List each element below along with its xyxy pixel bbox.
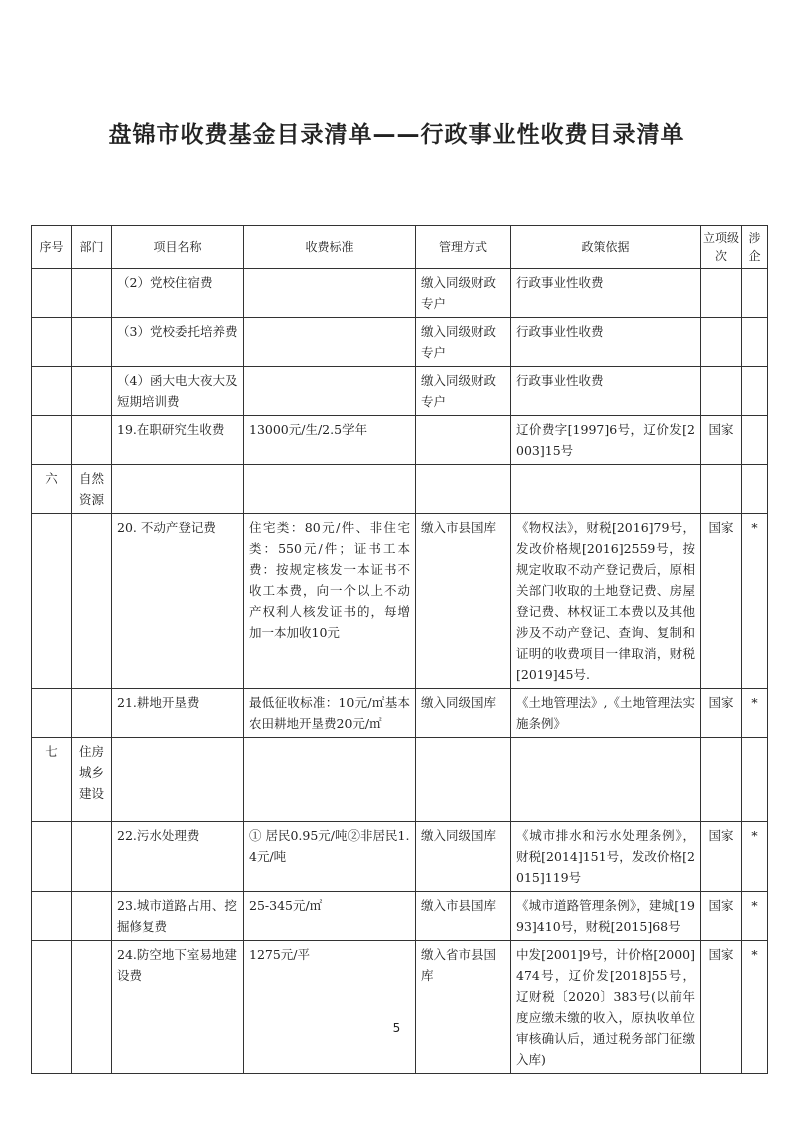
cell-enterprise <box>742 416 768 465</box>
cell-item <box>112 738 244 822</box>
table-row <box>32 367 768 416</box>
cell-enterprise <box>742 465 768 514</box>
cell-management: 缴入同级财政专户 <box>416 367 511 416</box>
table-row <box>32 318 768 367</box>
header-basis: 政策依据 <box>511 226 701 269</box>
cell-basis: 行政事业性收费 <box>511 367 701 416</box>
header-level: 立项级次 <box>701 226 742 269</box>
table-row <box>32 416 768 465</box>
cell-seq <box>32 514 72 689</box>
cell-dept <box>72 367 112 416</box>
cell-seq <box>32 269 72 318</box>
table-row <box>32 822 768 892</box>
cell-basis <box>511 738 701 822</box>
cell-item: 20. 不动产登记费 <box>112 514 244 689</box>
cell-dept <box>72 514 112 689</box>
cell-level <box>701 269 742 318</box>
cell-management: 缴入省市县国库 <box>416 941 511 1074</box>
cell-seq: 七 <box>32 738 72 822</box>
cell-dept <box>72 822 112 892</box>
cell-management: 缴入同级国库 <box>416 689 511 738</box>
cell-dept <box>72 941 112 1074</box>
section-row <box>32 738 768 822</box>
cell-dept: 住房城乡建设 <box>72 738 112 822</box>
cell-level: 国家 <box>701 416 742 465</box>
cell-level: 国家 <box>701 892 742 941</box>
header-standard: 收费标准 <box>244 226 416 269</box>
cell-item: 19.在职研究生收费 <box>112 416 244 465</box>
cell-dept <box>72 416 112 465</box>
cell-dept <box>72 689 112 738</box>
cell-level <box>701 465 742 514</box>
cell-standard: 1275元/平 <box>244 941 416 1074</box>
cell-enterprise <box>742 738 768 822</box>
cell-dept <box>72 318 112 367</box>
cell-standard <box>244 465 416 514</box>
cell-basis: 行政事业性收费 <box>511 269 701 318</box>
cell-dept <box>72 892 112 941</box>
cell-standard: 住宅类：80元/件、非住宅类：550元/件；证书工本费：按规定核发一本证书不收工本费，向一个以上不动产权利人核发证书的，每增加一本加收10元 <box>244 514 416 689</box>
section-row <box>32 465 768 514</box>
cell-level: 国家 <box>701 822 742 892</box>
cell-management <box>416 416 511 465</box>
cell-basis: 中发[2001]9号，计价格[2000]474号，辽价发[2018]55号，辽财税〔2020〕383号(以前年度应缴未缴的收入，原执收单位审核确认后，通过税务部门征缴入库) <box>511 941 701 1074</box>
header-dept: 部门 <box>72 226 112 269</box>
cell-enterprise: * <box>742 892 768 941</box>
cell-level: 国家 <box>701 941 742 1074</box>
cell-item: 23.城市道路占用、挖掘修复费 <box>112 892 244 941</box>
cell-standard: ① 居民0.95元/吨②非居民1.4元/吨 <box>244 822 416 892</box>
cell-basis: 辽价费字[1997]6号，辽价发[2003]15号 <box>511 416 701 465</box>
cell-seq <box>32 367 72 416</box>
cell-standard <box>244 738 416 822</box>
header-seq: 序号 <box>32 226 72 269</box>
cell-standard <box>244 318 416 367</box>
cell-enterprise: * <box>742 822 768 892</box>
cell-level <box>701 367 742 416</box>
cell-standard: 13000元/生/2.5学年 <box>244 416 416 465</box>
header-management: 管理方式 <box>416 226 511 269</box>
cell-management: 缴入同级国库 <box>416 822 511 892</box>
cell-enterprise <box>742 318 768 367</box>
table-row <box>32 514 768 689</box>
cell-dept: 自然资源 <box>72 465 112 514</box>
table-row <box>32 269 768 318</box>
cell-item: （2）党校住宿费 <box>112 269 244 318</box>
cell-basis: 《物权法》，财税[2016]79号，发改价格规[2016]2559号，按规定收取不动产登记费后，原相关部门收取的土地登记费、房屋登记费、林权证工本费以及其他涉及不动产登记、查询、复制和证明的收费项目一律取消，财税[2019]45号. <box>511 514 701 689</box>
cell-enterprise <box>742 269 768 318</box>
cell-dept <box>72 269 112 318</box>
cell-level: 国家 <box>701 514 742 689</box>
cell-basis: 行政事业性收费 <box>511 318 701 367</box>
cell-basis <box>511 465 701 514</box>
cell-seq <box>32 822 72 892</box>
cell-seq <box>32 941 72 1074</box>
cell-level: 国家 <box>701 689 742 738</box>
cell-enterprise: * <box>742 941 768 1074</box>
cell-standard <box>244 367 416 416</box>
cell-level <box>701 738 742 822</box>
cell-management: 缴入市县国库 <box>416 514 511 689</box>
cell-management: 缴入同级财政专户 <box>416 318 511 367</box>
cell-management: 缴入同级财政专户 <box>416 269 511 318</box>
cell-seq <box>32 689 72 738</box>
cell-level <box>701 318 742 367</box>
cell-seq <box>32 416 72 465</box>
cell-item: （3）党校委托培养费 <box>112 318 244 367</box>
cell-basis: 《城市排水和污水处理条例》，财税[2014]151号，发改价格[2015]119号 <box>511 822 701 892</box>
cell-item <box>112 465 244 514</box>
cell-management: 缴入市县国库 <box>416 892 511 941</box>
cell-item: 21.耕地开垦费 <box>112 689 244 738</box>
fee-table <box>31 225 768 1074</box>
header-enterprise: 涉企 <box>742 226 768 269</box>
cell-standard: 25-345元/㎡ <box>244 892 416 941</box>
cell-standard <box>244 269 416 318</box>
cell-item: 24.防空地下室易地建设费 <box>112 941 244 1074</box>
page-number: 5 <box>392 1021 401 1035</box>
cell-seq: 六 <box>32 465 72 514</box>
header-item: 项目名称 <box>112 226 244 269</box>
cell-seq <box>32 318 72 367</box>
table-row <box>32 892 768 941</box>
cell-management <box>416 465 511 514</box>
table-row <box>32 941 768 1074</box>
cell-enterprise: * <box>742 689 768 738</box>
cell-basis: 《土地管理法》,《土地管理法实施条例》 <box>511 689 701 738</box>
cell-seq <box>32 892 72 941</box>
table-header-row <box>32 226 768 269</box>
cell-item: 22.污水处理费 <box>112 822 244 892</box>
table-row <box>32 689 768 738</box>
cell-enterprise <box>742 367 768 416</box>
cell-standard: 最低征收标准：10元/㎡基本农田耕地开垦费20元/㎡ <box>244 689 416 738</box>
page-title: 盘锦市收费基金目录清单——行政事业性收费目录清单 <box>108 122 685 148</box>
cell-basis: 《城市道路管理条例》，建城[1993]410号，财税[2015]68号 <box>511 892 701 941</box>
cell-enterprise: * <box>742 514 768 689</box>
cell-management <box>416 738 511 822</box>
cell-item: （4）函大电大夜大及短期培训费 <box>112 367 244 416</box>
